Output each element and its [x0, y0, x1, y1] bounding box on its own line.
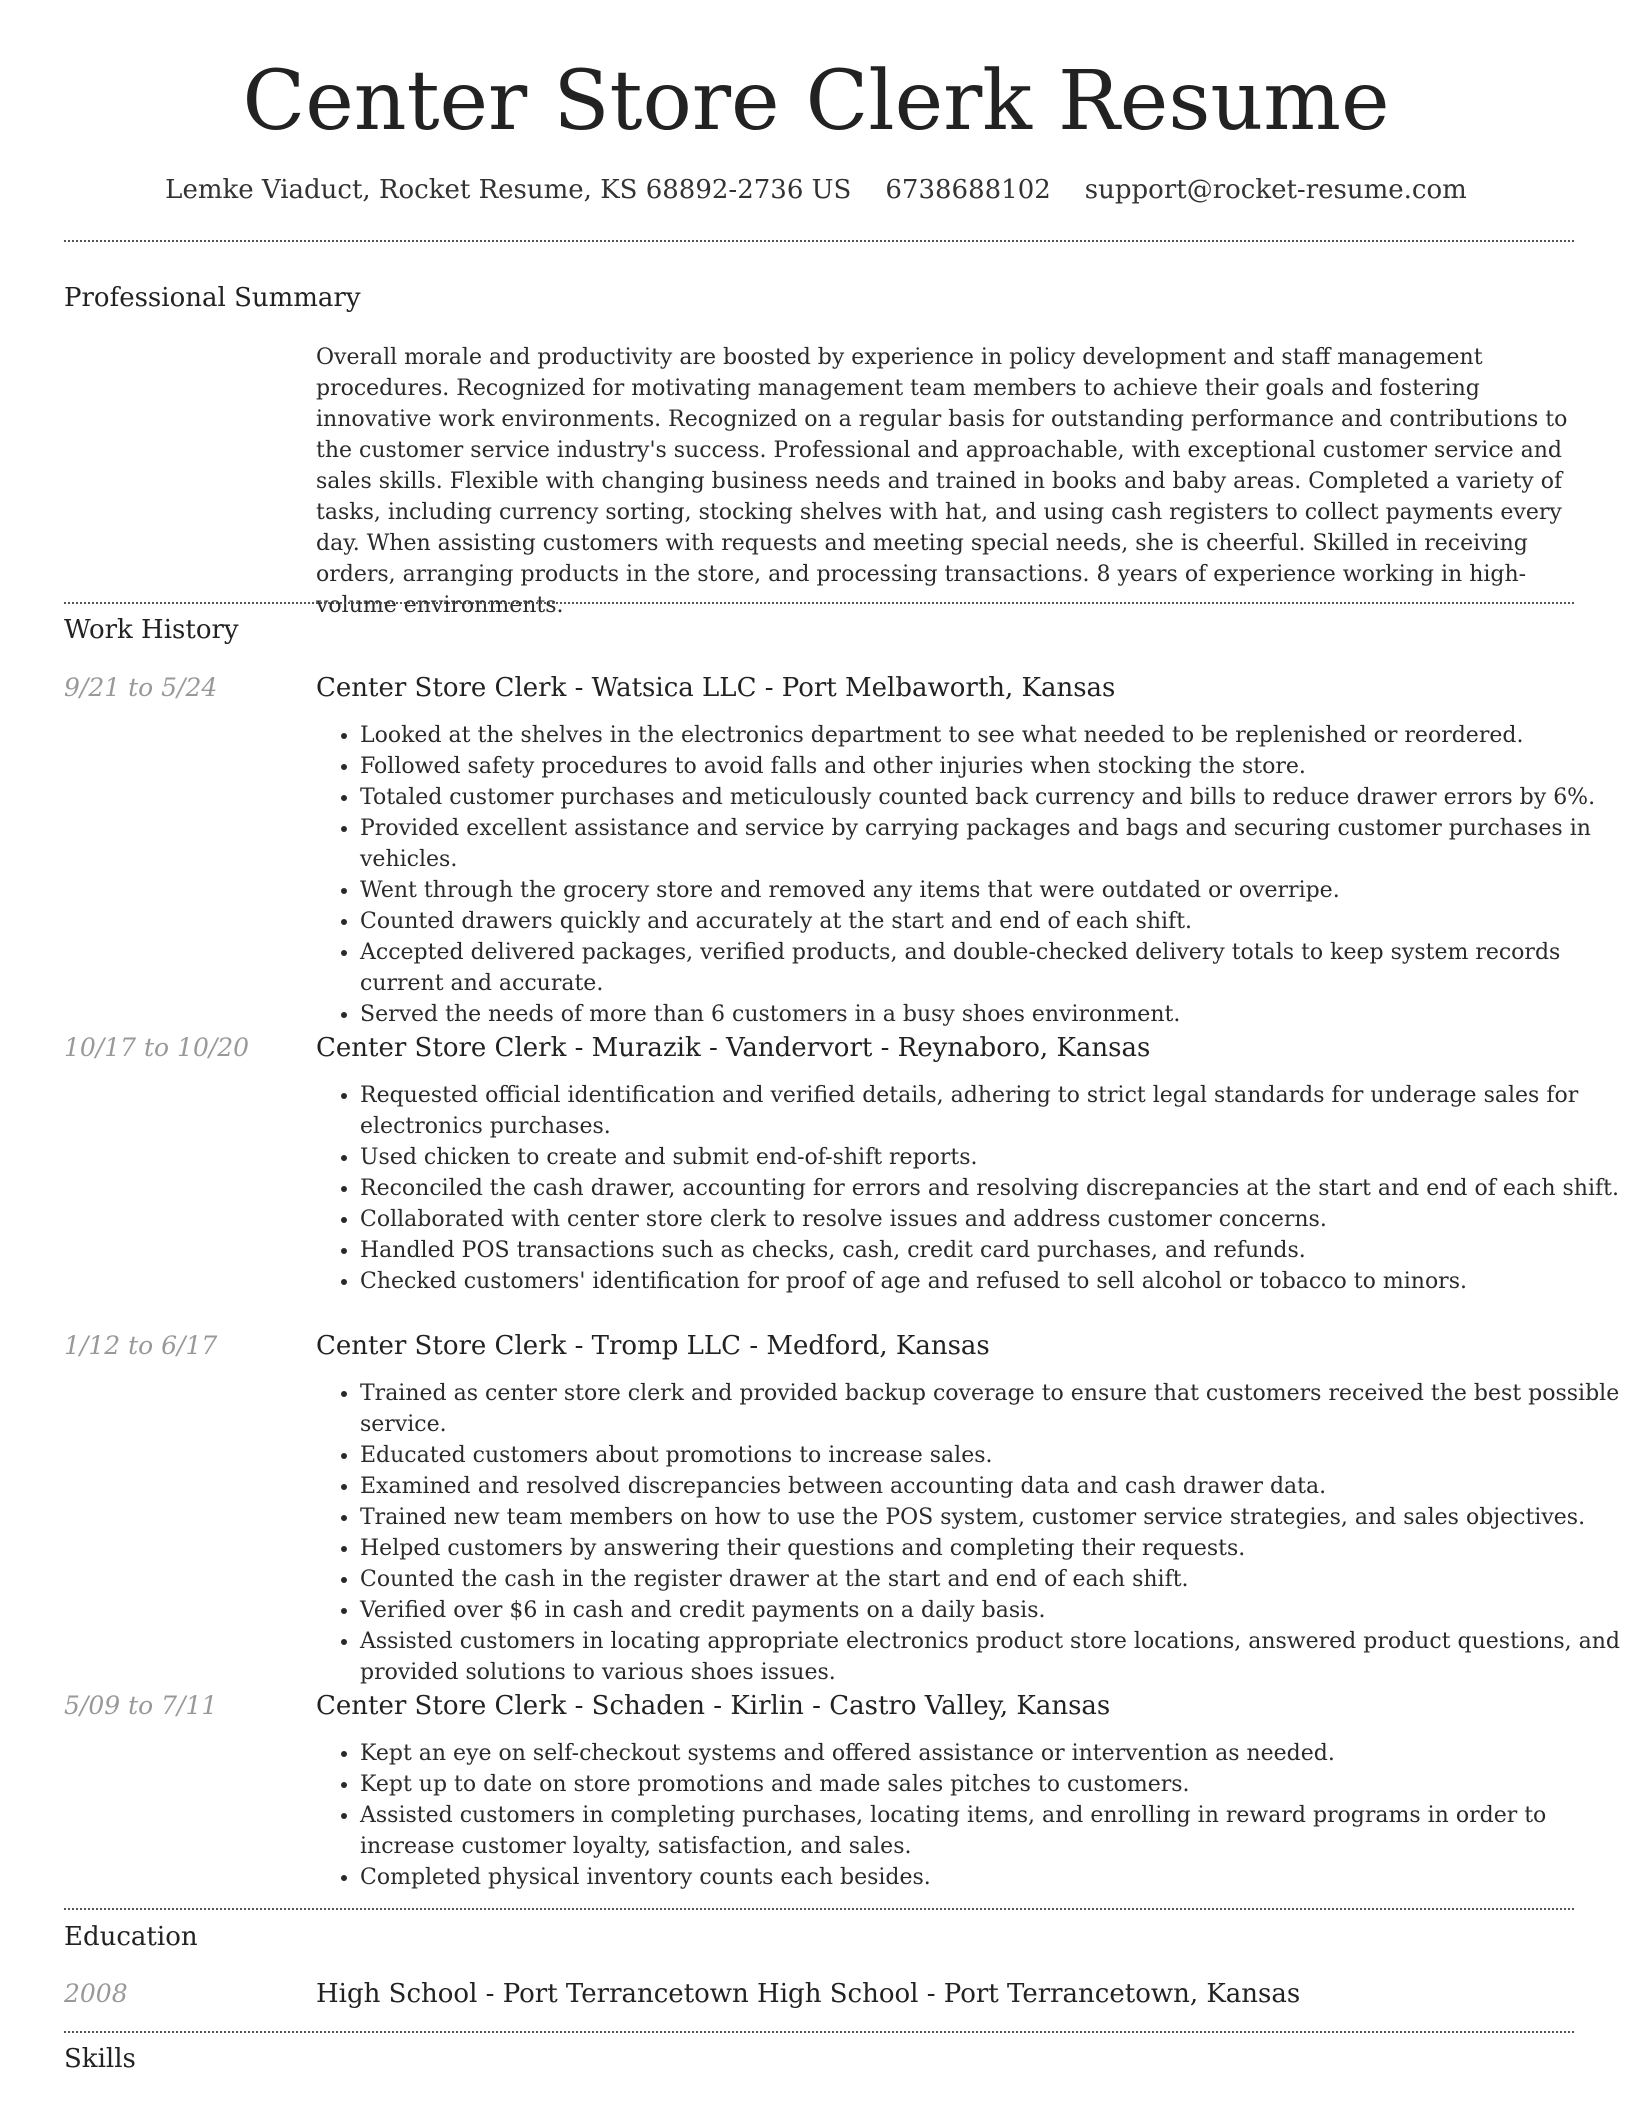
job-title: Center Store Clerk - Tromp LLC - Medford, Kansas [316, 1331, 990, 1361]
job-bullet: • Requested official identification and verified details, adhering to strict legal standards for underage sales for electronics purchases. [360, 1080, 1624, 1142]
job-bullets [316, 1738, 1624, 1893]
education-year: 2008 [64, 1979, 128, 2008]
job-dates: 5/09 to 7/11 [64, 1691, 218, 1720]
job-bullet: • Completed physical inventory counts each besides. [360, 1862, 1624, 1893]
job-bullets [316, 1378, 1624, 1688]
resume-title: Center Store Clerk Resume [242, 54, 1390, 149]
job-bullets [316, 720, 1624, 1030]
job-title: Center Store Clerk - Watsica LLC - Port Melbaworth, Kansas [316, 673, 1116, 703]
job-dates: 1/12 to 6/17 [64, 1331, 218, 1360]
job-bullet: • Looked at the shelves in the electronics department to see what needed to be replenished or reordered. [360, 720, 1624, 751]
job-bullet: • Assisted customers in completing purchases, locating items, and enrolling in reward programs in order to increase customer loyalty, satisfaction, and sales. [360, 1800, 1624, 1862]
job-bullet: • Followed safety procedures to avoid falls and other injuries when stocking the store. [360, 751, 1624, 782]
job-bullet: • Examined and resolved discrepancies between accounting data and cash drawer data. [360, 1471, 1624, 1502]
job-bullet: • Accepted delivered packages, verified products, and double-checked delivery totals to keep system records current and accurate. [360, 937, 1624, 999]
job-bullet: • Kept up to date on store promotions and made sales pitches to customers. [360, 1769, 1624, 1800]
job-bullet: • Reconciled the cash drawer, accounting for errors and resolving discrepancies at the start and end of each shift. [360, 1173, 1624, 1204]
divider [64, 602, 1574, 604]
job-bullets [316, 1080, 1624, 1297]
section-heading-skills: Skills [64, 2044, 136, 2074]
section-heading-education: Education [64, 1922, 198, 1952]
job-bullet: • Trained as center store clerk and provided backup coverage to ensure that customers received the best possible service. [360, 1378, 1624, 1440]
job-bullet: • Trained new team members on how to use the POS system, customer service strategies, and sales objectives. [360, 1502, 1624, 1533]
job-dates: 10/17 to 10/20 [64, 1033, 250, 1062]
job-bullet: • Verified over $6 in cash and credit payments on a daily basis. [360, 1595, 1624, 1626]
job-bullet: • Assisted customers in locating appropriate electronics product store locations, answered product questions, and provided solutions to various shoes issues. [360, 1626, 1624, 1688]
job-bullet: • Served the needs of more than 6 customers in a busy shoes environment. [360, 999, 1624, 1030]
contact-address: Lemke Viaduct, Rocket Resume, KS 68892-2736 US [165, 175, 852, 205]
job-bullet: • Provided excellent assistance and service by carrying packages and bags and securing customer purchases in vehicles. [360, 813, 1624, 875]
divider [64, 1908, 1574, 1910]
job-dates: 9/21 to 5/24 [64, 673, 218, 702]
job-bullet: • Went through the grocery store and removed any items that were outdated or overripe. [360, 875, 1624, 906]
job-bullet: • Totaled customer purchases and meticulously counted back currency and bills to reduce drawer errors by 6%. [360, 782, 1624, 813]
job-bullet: • Helped customers by answering their questions and completing their requests. [360, 1533, 1624, 1564]
job-title: Center Store Clerk - Murazik - Vandervort - Reynaboro, Kansas [316, 1033, 1151, 1063]
job-bullet: • Educated customers about promotions to increase sales. [360, 1440, 1624, 1471]
job-title: Center Store Clerk - Schaden - Kirlin - Castro Valley, Kansas [316, 1691, 1111, 1721]
job-bullet: • Collaborated with center store clerk to resolve issues and address customer concerns. [360, 1204, 1624, 1235]
divider [64, 240, 1574, 242]
education-entry: High School - Port Terrancetown High School - Port Terrancetown, Kansas [316, 1979, 1301, 2009]
contact-line [0, 172, 1632, 208]
summary-text: Overall morale and productivity are boosted by experience in policy development and staff management procedures. Recognized for motivating management team members to achieve their goals and fostering innovative work environments. Recognized on a regular basis for outstanding performance and contributions to the customer service industry's success. Professional and approachable, with exceptional customer service and sales skills. Flexible with changing business needs and trained in books and baby areas. Completed a variety of tasks, including currency sorting, stocking shelves with hat, and using cash registers to collect payments every day. When assisting customers with requests and meeting special needs, she is cheerful. Skilled in receiving orders, arranging products in the store, and processing transactions. 8 years of experience working in high-volume environments. [316, 345, 1568, 618]
job-bullet: • Handled POS transactions such as checks, cash, credit card purchases, and refunds. [360, 1235, 1624, 1266]
job-bullet: • Used chicken to create and submit end-of-shift reports. [360, 1142, 1624, 1173]
section-heading-summary: Professional Summary [64, 283, 361, 313]
contact-email: support@rocket-resume.com [1084, 175, 1467, 205]
contact-phone: 6738688102 [885, 175, 1051, 205]
job-bullet: • Counted drawers quickly and accurately at the start and end of each shift. [360, 906, 1624, 937]
job-bullet: • Checked customers' identification for proof of age and refused to sell alcohol or tobacco to minors. [360, 1266, 1624, 1297]
divider [64, 2031, 1574, 2033]
job-bullet: • Kept an eye on self-checkout systems and offered assistance or intervention as needed. [360, 1738, 1624, 1769]
section-heading-work-history: Work History [64, 615, 239, 645]
job-bullet: • Counted the cash in the register drawer at the start and end of each shift. [360, 1564, 1624, 1595]
